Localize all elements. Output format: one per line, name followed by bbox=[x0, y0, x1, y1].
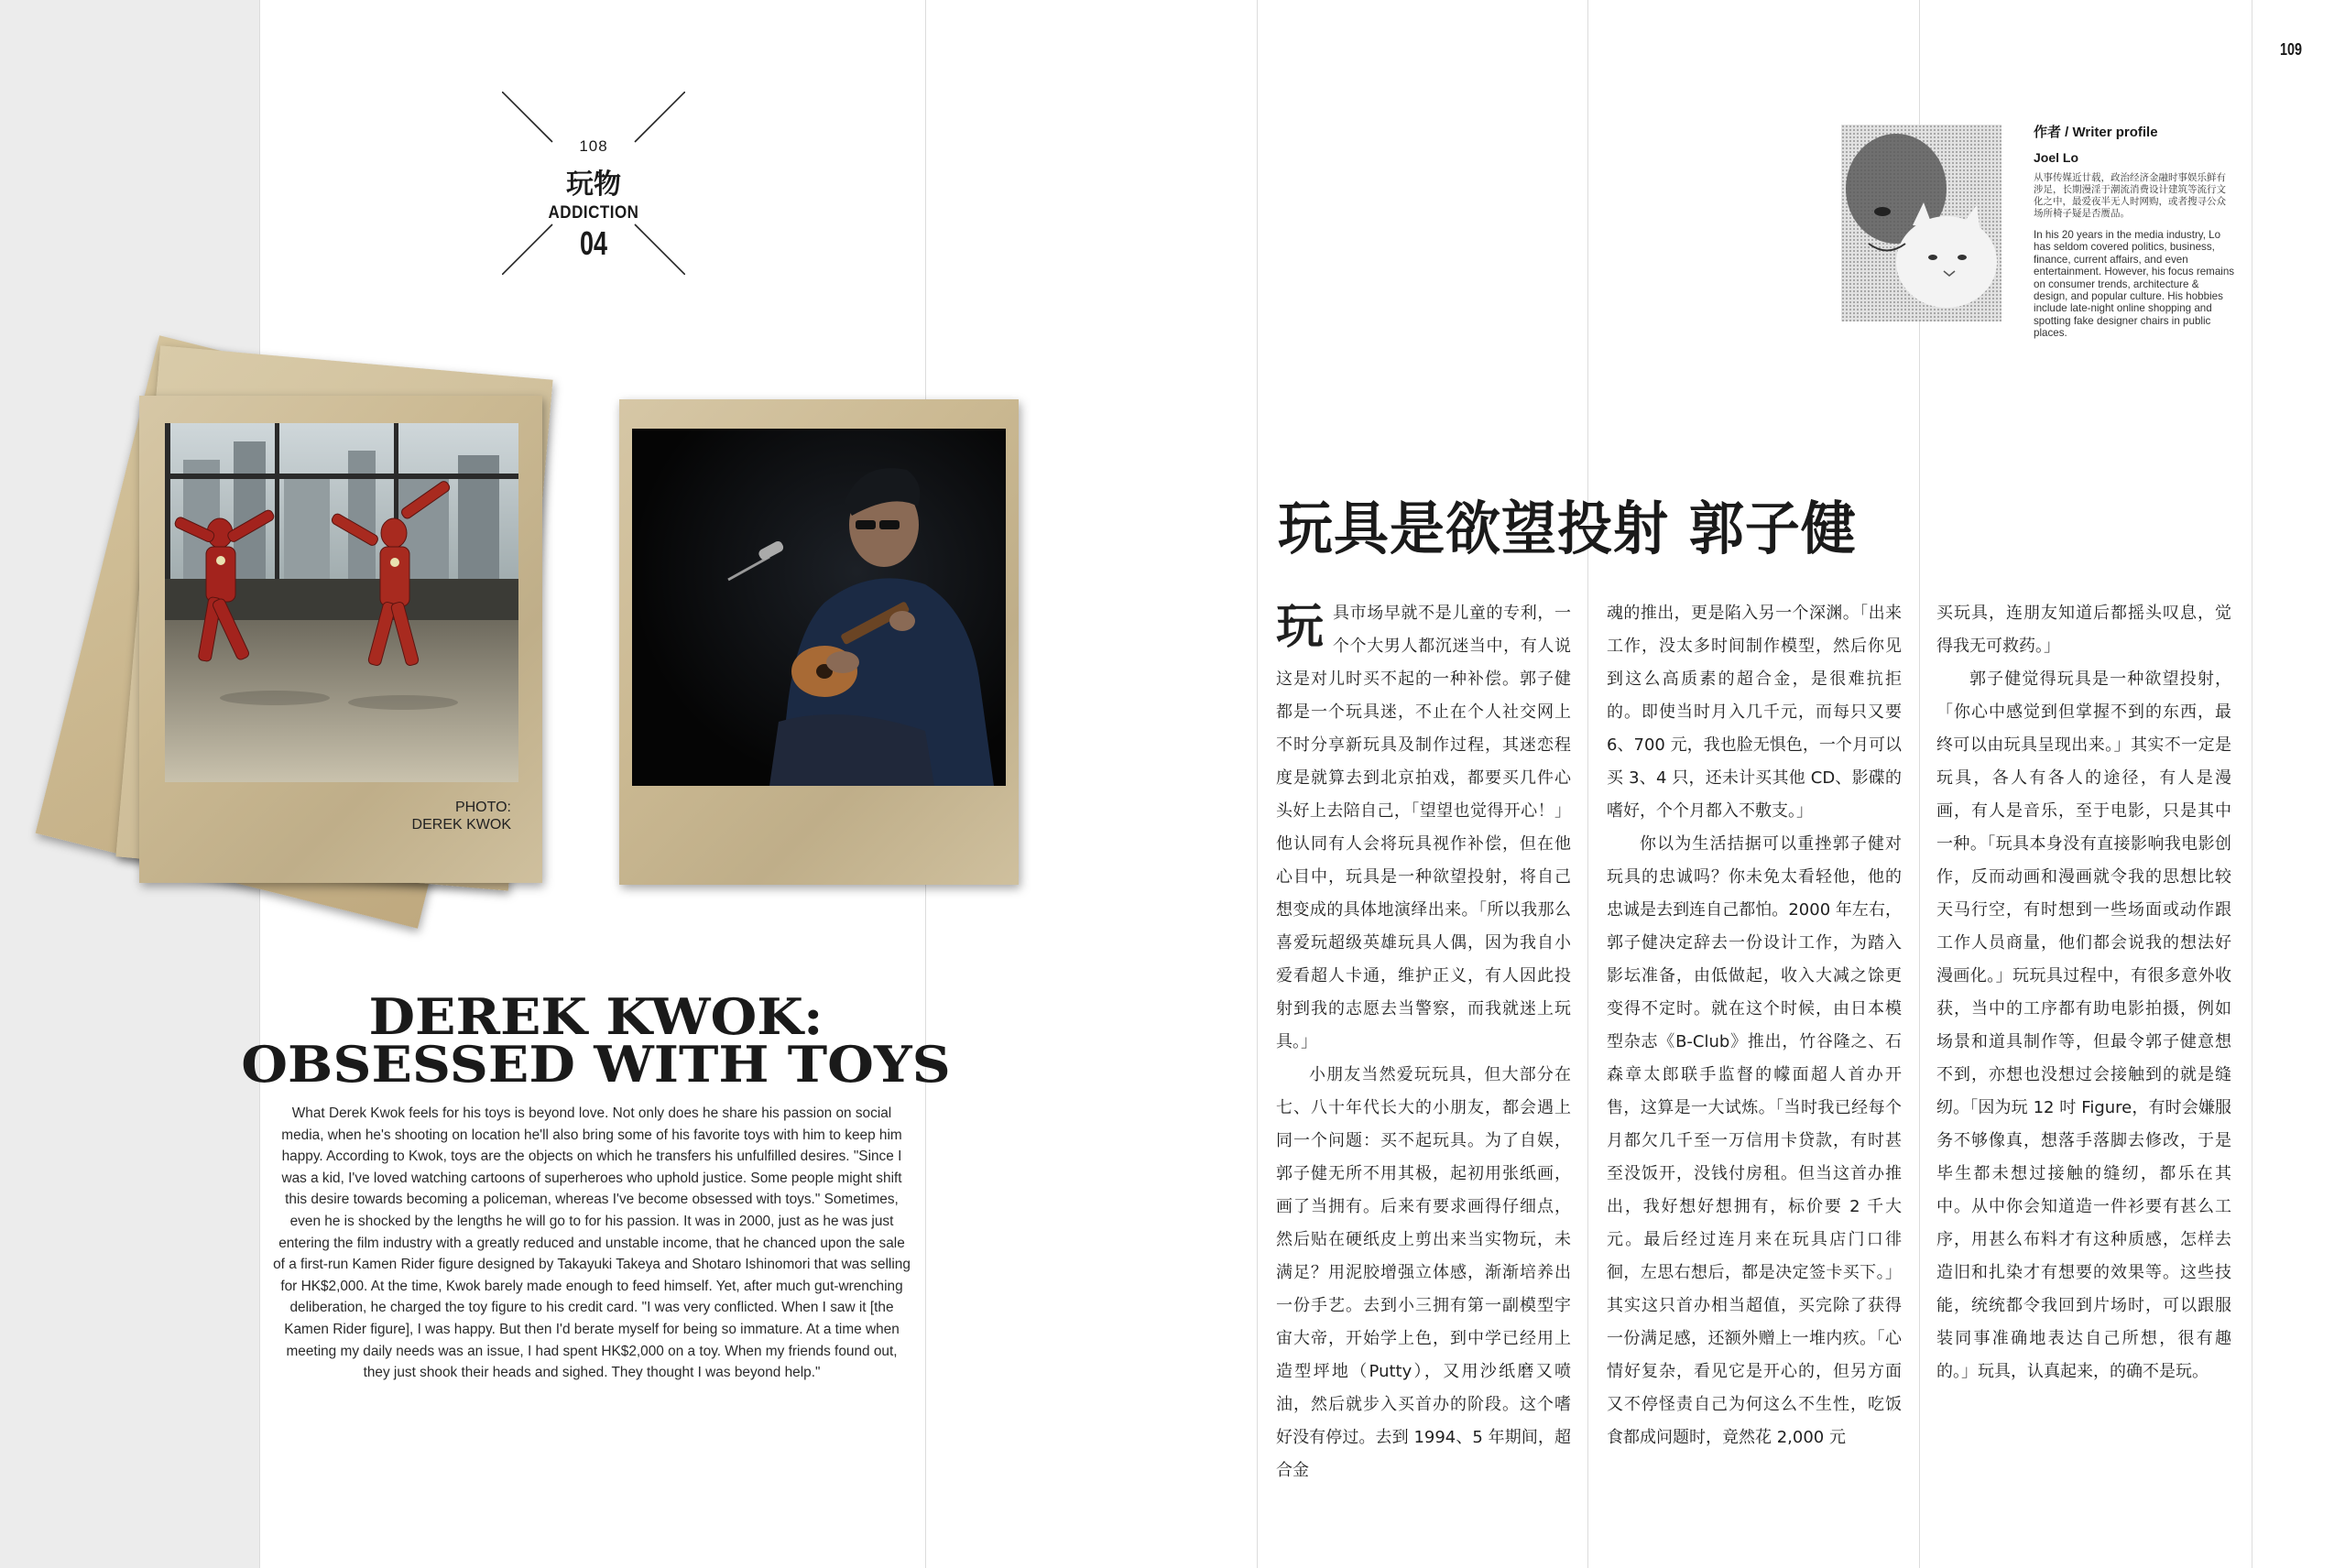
issue-number: 04 bbox=[579, 224, 608, 262]
page-number: 109 bbox=[2280, 40, 2303, 59]
section-title-cn: 玩物 bbox=[566, 169, 621, 201]
column-rule bbox=[1587, 0, 1588, 1568]
iron-man-figures-photo bbox=[165, 423, 518, 782]
paragraph: 魂的推出，更是陷入另一个深渊。「出来工作，没太多时间制作模型，然后你见到这么高质素的超合金，是很难抗拒的。即使当时月入几千元，而每只又要 6、700 元，我也脸无惧色，一个月可以买 3、4 只，还未计买其他 CD、影碟的嗜好，个个月都入不敷支。」 bbox=[1607, 604, 1902, 821]
writer-heading: 作者 / Writer profile bbox=[2034, 125, 2158, 140]
paragraph: 小朋友当然爱玩玩具，但大部分在七、八十年代长大的小朋友，都会遇上同一个问题：买不起玩具。为了自娱，郭子健无所不用其极，起初用张纸画，画了当拥有。后来有要求画得仔细点，然后贴在硬纸皮上剪出来当实物玩，未满足？用泥胶增强立体感，渐渐培养出一份手艺。去到小三拥有第一副模型宇宙大帝，开始学上色，到中学已经用上造型坪地（Putty），又用沙纸磨又喷油，然后就步入买首办的阶段。这个嗜好没有停过。去到 1994、5 年期间，超合金 bbox=[1276, 1065, 1571, 1480]
polaroid-iron-man bbox=[139, 396, 542, 883]
chinese-headline: 玩具是欲望投射 郭子健 bbox=[1278, 495, 1857, 563]
section-title-en: ADDICTION bbox=[548, 201, 639, 223]
photo-credit: PHOTO: DEREK KWOK bbox=[411, 800, 511, 833]
section-badge bbox=[502, 92, 685, 275]
ukulele-performer-photo bbox=[632, 429, 1006, 786]
paragraph: 你以为生活拮据可以重挫郭子健对玩具的忠诚吗？你未免太看轻他，他的忠诚是去到连自己都怕。2000 年左右，郭子健决定辞去一份设计工作，为踏入影坛准备，由低做起，收入大减之馀更变得不定时。就在这个时候，由日本模型杂志《B-Club》推出，竹谷隆之、石森章太郎联手监督的幪面超人首办开售，这算是一大试炼。「当时我已经每个月都欠几千至一万信用卡贷款，有时甚至没饭开，没钱付房租。但当这首办推出，我好想好想拥有，标价要 2 千大元。最后经过连月来在玩具店门口徘徊，左思右想后，都是决定签卡买下。」其实这只首办相当超值，买完除了获得一份满足感，还额外赠上一堆内疚。「心情好复杂，看见它是开心的，但另方面又不停怪责自己为何这么不生性，吃饭食都成问题时，竟然花 2,000 元 bbox=[1607, 834, 1902, 1447]
paragraph: 具市场早就不是儿童的专利，一个个大男人都沉迷当中，有人说这是对儿时买不起的一种补偿。郭子健都是一个玩具迷，不止在个人社交网上不时分享新玩具及制作过程，其迷恋程度是就算去到北京拍戏，都要买几件心头好上去陪自己，「望望也觉得开心！」他认同有人会将玩具视作补偿，但在他心目中，玩具是一种欲望投射，将自己想变成的具体地演绎出来。「所以我那么喜爱玩超级英雄玩具人偶，因为我自小爱看超人卡通，维护正义，有人因此投射到我的志愿去当警察，而我就迷上玩具。」 bbox=[1276, 604, 1571, 1051]
paragraph: 郭子健觉得玩具是一种欲望投射，「你心中感觉到但掌握不到的东西，最终可以由玩具呈现出来。」其实不一定是玩具，各人有各人的途径，有人是漫画，有人是音乐，至于电影，只是其中一种。「玩具本身没有直接影响我电影创作，反而动画和漫画就令我的思想比较天马行空，有时想到一些场面或动作跟工作人员商量，他们都会说我的想法好漫画化。」玩玩具过程中，有很多意外收获，当中的工序都有助电影拍摄，例如场景和道具制作等，但最令郭子健意想不到，亦想也没想过会接触到的就是缝纫。「因为玩 12 吋 Figure，有时会嫌服务不够像真，想落手落脚去修改，于是毕生都未想过接触的缝纫，都乐在其中。从中你会知道造一件衫要有甚么工序，用甚么布料才有这种质感，怎样去造旧和扎染才有想要的效果等。这些技能，统统都令我回到片场时，可以跟服装同事准确地表达自己所想，很有趣的。」玩具，认真起来，的确不是玩。 bbox=[1936, 670, 2231, 1381]
chinese-column-2 bbox=[1607, 597, 1902, 1454]
writer-profile bbox=[2034, 122, 2235, 340]
section-number: 108 bbox=[579, 137, 608, 155]
chinese-column-1 bbox=[1276, 597, 1571, 1487]
writer-name: Joel Lo bbox=[2034, 150, 2079, 165]
polaroid-performer bbox=[619, 399, 1019, 885]
writer-bio-en: In his 20 years in the media industry, Lo has seldom covered politics, business, finance, current affairs, and even entertainment. However, his focus remains on consumer trends, architecture & design, and popular culture. His hobbies include late-night online shopping and spotting fake designer chairs in public places. bbox=[2034, 229, 2235, 340]
page-fold bbox=[1257, 0, 1258, 1568]
english-body: What Derek Kwok feels for his toys is beyond love. Not only does he share his passion on social media, when he's shooting on location he'll also bring some of his favorite toys with him to keep him happy. According to Kwok, toys are the objects on which he transfers his unfulfilled desires. "Since I was a kid, I've loved watching cartoons of superheroes who uphold justice. Some people might shift this desire towards becoming a policeman, whereas I've become obsessed with toys." Sometimes, even he is shocked by the lengths he will go to for his passion. It was in 2000, just as he was just entering the film industry with a greatly reduced and unstable income, that he chanced upon the sale of a first-run Kamen Rider figure designed by Takayuki Takeya and Shotaro Ishinomori that was selling for HK$2,000. At the time, Kwok barely made enough to feed himself. Yet, after much gut-wrenching deliberation, he charged the toy figure to his credit card. "I was very conflicted. When I saw it [the Kamen Rider figure], I was happy. But then I'd berate myself for being so immature. At a time when meeting my daily needs was an issue, I had spent HK$2,000 on a toy. When my friends found out, they just shook their heads and sighed. They thought I was beyond help." bbox=[273, 1105, 911, 1381]
writer-bio-cn: 从事传媒近廿载，政治经济金融时事娱乐鲜有涉足，长期漫淫于潮流消费设计建筑等流行文化之中，最爱夜半无人时网购，或者搜寻公众场所椅子疑是否赝品。 bbox=[2034, 172, 2226, 219]
chinese-column-3 bbox=[1936, 597, 2231, 1388]
english-headline: DEREK KWOK: OBSESSED WITH TOYS bbox=[241, 987, 951, 1094]
writer-photo bbox=[1841, 125, 2001, 321]
paragraph: 买玩具，连朋友知道后都摇头叹息，觉得我无可救药。」 bbox=[1936, 604, 2231, 656]
drop-cap: 玩 bbox=[1276, 600, 1325, 655]
